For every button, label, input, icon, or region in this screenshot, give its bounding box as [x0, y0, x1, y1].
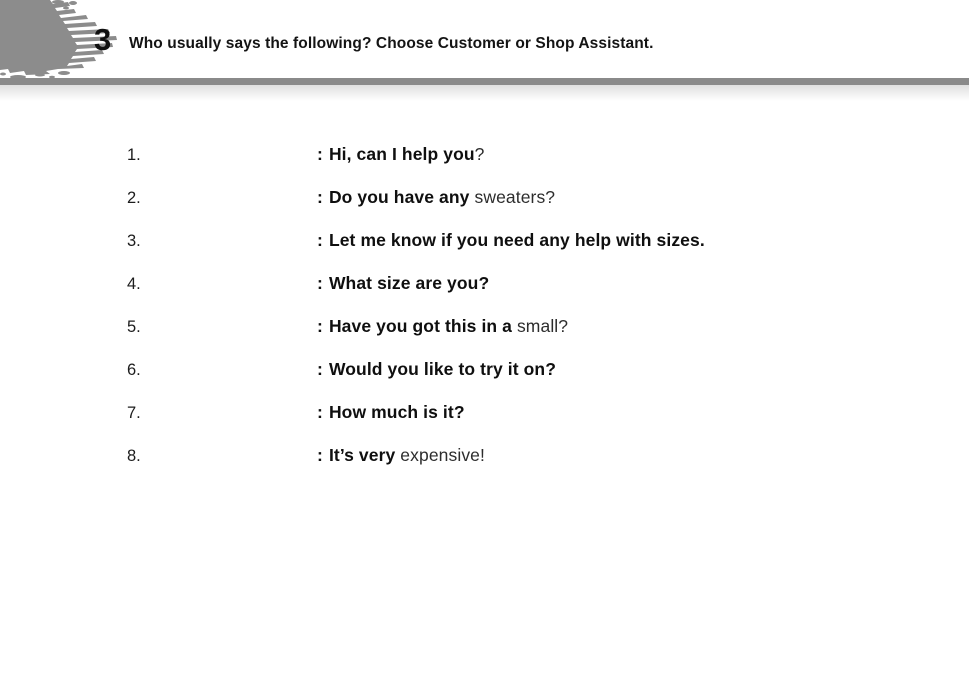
sentence-bold-text: Would you like to try it on?	[328, 359, 556, 379]
sentence-bold-text: Let me know if you need any help with sizes.	[328, 230, 705, 250]
list-item	[127, 445, 705, 488]
list-item	[127, 273, 705, 316]
sentence-bold-text: How much is it?	[328, 402, 465, 422]
sentence-colon: :	[317, 230, 323, 250]
item-sentence	[317, 230, 705, 251]
sentence-regular-text: sweaters?	[469, 187, 556, 207]
item-number: 8.	[127, 447, 141, 465]
exercise-number: 3	[94, 22, 112, 57]
item-sentence	[317, 273, 489, 294]
sentence-bold-text: Have you got this in a	[328, 316, 512, 336]
item-number: 1.	[127, 146, 141, 164]
item-sentence	[317, 144, 485, 165]
list-item	[127, 187, 705, 230]
item-sentence	[317, 445, 485, 466]
item-number: 3.	[127, 232, 141, 250]
list-item	[127, 230, 705, 273]
sentence-colon: :	[317, 187, 323, 207]
list-item	[127, 144, 705, 187]
list-item	[127, 402, 705, 445]
sentence-regular-text: ?	[474, 144, 485, 164]
sentence-colon: :	[317, 144, 323, 164]
sentence-bold-text: Do you have any	[328, 187, 470, 207]
sentence-colon: :	[317, 316, 323, 336]
sentence-colon: :	[317, 273, 323, 293]
sentence-regular-text: expensive!	[395, 445, 485, 465]
list-item	[127, 316, 705, 359]
sentence-bold-text: It’s very	[328, 445, 396, 465]
item-sentence	[317, 187, 555, 208]
header-divider-shadow	[0, 85, 969, 101]
item-number: 7.	[127, 404, 141, 422]
exercise-list	[127, 144, 705, 488]
paint-brush-stroke-graphic	[0, 0, 132, 80]
item-number: 2.	[127, 189, 141, 207]
item-number: 4.	[127, 275, 141, 293]
sentence-bold-text: Hi, can I help you	[328, 144, 475, 164]
item-sentence	[317, 316, 568, 337]
sentence-colon: :	[317, 445, 323, 465]
sentence-regular-text: small?	[512, 316, 569, 336]
item-number: 5.	[127, 318, 141, 336]
exercise-title: Who usually says the following? Choose Customer or Shop Assistant.	[129, 35, 654, 52]
item-sentence	[317, 402, 465, 423]
item-sentence	[317, 359, 556, 380]
sentence-bold-text: What size are you?	[328, 273, 490, 293]
item-number: 6.	[127, 361, 141, 379]
sentence-colon: :	[317, 402, 323, 422]
sentence-colon: :	[317, 359, 323, 379]
header-divider-bar	[0, 78, 969, 85]
list-item	[127, 359, 705, 402]
